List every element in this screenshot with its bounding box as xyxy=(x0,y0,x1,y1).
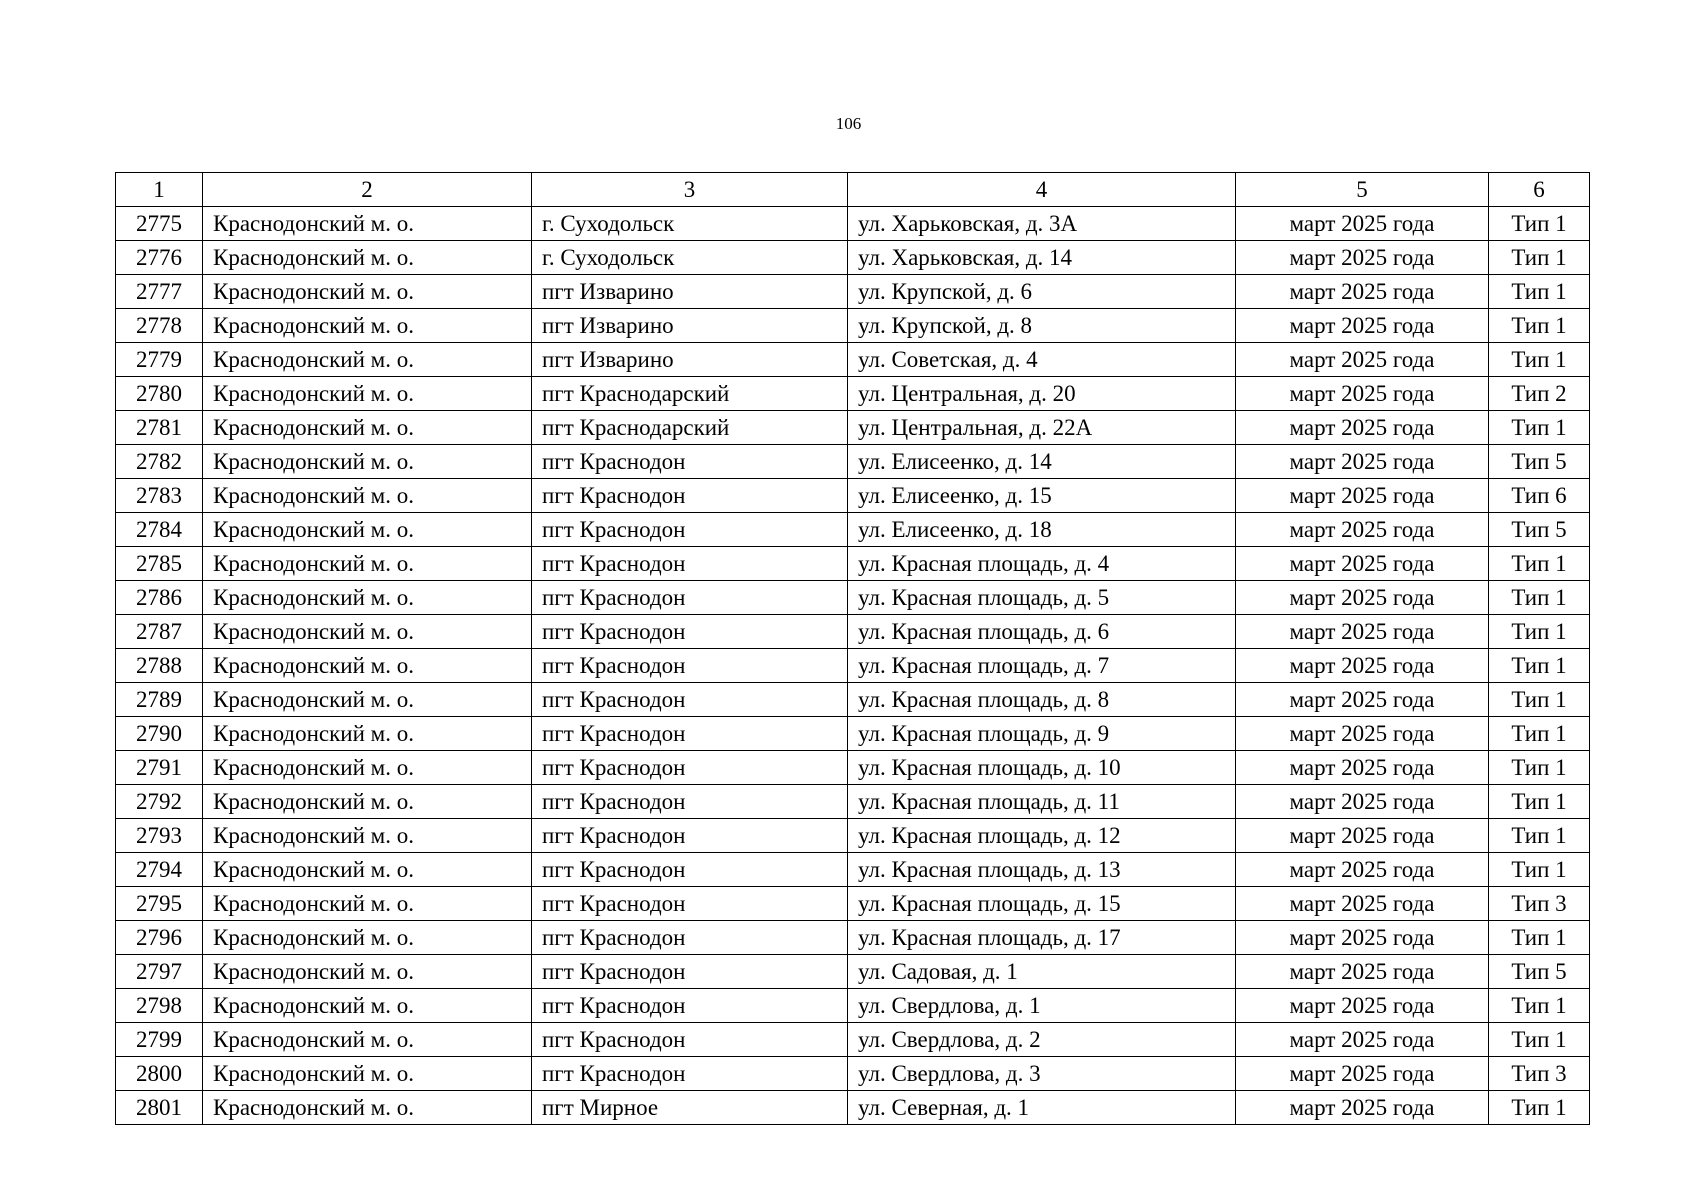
settlement-cell: пгт Краснодон xyxy=(532,683,848,717)
table-row xyxy=(116,989,1590,1023)
district-cell: Краснодонский м. о. xyxy=(203,751,532,785)
district-cell: Краснодонский м. о. xyxy=(203,513,532,547)
settlement-cell: пгт Краснодон xyxy=(532,785,848,819)
address-cell: ул. Елисеенко, д. 15 xyxy=(848,479,1236,513)
settlement-cell: пгт Изварино xyxy=(532,275,848,309)
address-cell: ул. Красная площадь, д. 6 xyxy=(848,615,1236,649)
type-cell: Тип 5 xyxy=(1489,513,1590,547)
type-cell: Тип 6 xyxy=(1489,479,1590,513)
settlement-cell: пгт Краснодон xyxy=(532,1057,848,1091)
type-cell: Тип 1 xyxy=(1489,547,1590,581)
address-cell: ул. Крупской, д. 8 xyxy=(848,309,1236,343)
type-cell: Тип 1 xyxy=(1489,309,1590,343)
table-row xyxy=(116,921,1590,955)
settlement-cell: пгт Краснодон xyxy=(532,479,848,513)
page-number: 106 xyxy=(835,114,862,133)
table-row xyxy=(116,955,1590,989)
column-header: 4 xyxy=(848,173,1236,207)
address-cell: ул. Красная площадь, д. 13 xyxy=(848,853,1236,887)
settlement-cell: пгт Краснодон xyxy=(532,819,848,853)
address-cell: ул. Красная площадь, д. 8 xyxy=(848,683,1236,717)
date-cell: март 2025 года xyxy=(1236,241,1489,275)
address-cell: ул. Красная площадь, д. 5 xyxy=(848,581,1236,615)
type-cell: Тип 1 xyxy=(1489,683,1590,717)
table-row xyxy=(116,479,1590,513)
table-row xyxy=(116,649,1590,683)
row-number-cell: 2775 xyxy=(116,207,203,241)
district-cell: Краснодонский м. о. xyxy=(203,275,532,309)
table-row xyxy=(116,207,1590,241)
type-cell: Тип 5 xyxy=(1489,445,1590,479)
settlement-cell: пгт Краснодон xyxy=(532,751,848,785)
settlement-cell: пгт Краснодон xyxy=(532,989,848,1023)
date-cell: март 2025 года xyxy=(1236,887,1489,921)
date-cell: март 2025 года xyxy=(1236,513,1489,547)
settlement-cell: пгт Краснодон xyxy=(532,581,848,615)
settlement-cell: пгт Краснодон xyxy=(532,649,848,683)
address-cell: ул. Свердлова, д. 2 xyxy=(848,1023,1236,1057)
row-number-cell: 2788 xyxy=(116,649,203,683)
table-row xyxy=(116,377,1590,411)
row-number-cell: 2794 xyxy=(116,853,203,887)
table-row xyxy=(116,1091,1590,1125)
type-cell: Тип 1 xyxy=(1489,989,1590,1023)
district-cell: Краснодонский м. о. xyxy=(203,1023,532,1057)
row-number-cell: 2796 xyxy=(116,921,203,955)
date-cell: март 2025 года xyxy=(1236,819,1489,853)
district-cell: Краснодонский м. о. xyxy=(203,309,532,343)
date-cell: март 2025 года xyxy=(1236,1091,1489,1125)
table-row xyxy=(116,751,1590,785)
row-number-cell: 2800 xyxy=(116,1057,203,1091)
type-cell: Тип 1 xyxy=(1489,343,1590,377)
data-table xyxy=(115,172,1590,1125)
district-cell: Краснодонский м. о. xyxy=(203,717,532,751)
type-cell: Тип 1 xyxy=(1489,241,1590,275)
settlement-cell: пгт Изварино xyxy=(532,309,848,343)
table-header-row xyxy=(116,173,1590,207)
address-cell: ул. Крупской, д. 6 xyxy=(848,275,1236,309)
address-cell: ул. Центральная, д. 20 xyxy=(848,377,1236,411)
address-cell: ул. Северная, д. 1 xyxy=(848,1091,1236,1125)
settlement-cell: пгт Краснодон xyxy=(532,853,848,887)
date-cell: март 2025 года xyxy=(1236,921,1489,955)
date-cell: март 2025 года xyxy=(1236,309,1489,343)
table-row xyxy=(116,887,1590,921)
settlement-cell: пгт Краснодон xyxy=(532,547,848,581)
district-cell: Краснодонский м. о. xyxy=(203,615,532,649)
row-number-cell: 2780 xyxy=(116,377,203,411)
type-cell: Тип 1 xyxy=(1489,751,1590,785)
table-row xyxy=(116,717,1590,751)
date-cell: март 2025 года xyxy=(1236,1057,1489,1091)
address-cell: ул. Красная площадь, д. 12 xyxy=(848,819,1236,853)
settlement-cell: пгт Краснодон xyxy=(532,717,848,751)
date-cell: март 2025 года xyxy=(1236,581,1489,615)
settlement-cell: пгт Краснодон xyxy=(532,921,848,955)
row-number-cell: 2793 xyxy=(116,819,203,853)
row-number-cell: 2782 xyxy=(116,445,203,479)
type-cell: Тип 1 xyxy=(1489,411,1590,445)
settlement-cell: пгт Изварино xyxy=(532,343,848,377)
table-row xyxy=(116,547,1590,581)
row-number-cell: 2790 xyxy=(116,717,203,751)
address-cell: ул. Харьковская, д. 14 xyxy=(848,241,1236,275)
row-number-cell: 2783 xyxy=(116,479,203,513)
district-cell: Краснодонский м. о. xyxy=(203,921,532,955)
type-cell: Тип 1 xyxy=(1489,615,1590,649)
table-row xyxy=(116,343,1590,377)
settlement-cell: пгт Краснодон xyxy=(532,445,848,479)
settlement-cell: пгт Краснодон xyxy=(532,615,848,649)
district-cell: Краснодонский м. о. xyxy=(203,853,532,887)
table-row xyxy=(116,513,1590,547)
column-header: 6 xyxy=(1489,173,1590,207)
district-cell: Краснодонский м. о. xyxy=(203,377,532,411)
district-cell: Краснодонский м. о. xyxy=(203,649,532,683)
settlement-cell: г. Суходольск xyxy=(532,241,848,275)
address-cell: ул. Свердлова, д. 3 xyxy=(848,1057,1236,1091)
type-cell: Тип 1 xyxy=(1489,581,1590,615)
settlement-cell: пгт Краснодон xyxy=(532,887,848,921)
type-cell: Тип 1 xyxy=(1489,275,1590,309)
table-row xyxy=(116,581,1590,615)
district-cell: Краснодонский м. о. xyxy=(203,1091,532,1125)
table-row xyxy=(116,411,1590,445)
address-cell: ул. Елисеенко, д. 18 xyxy=(848,513,1236,547)
address-cell: ул. Красная площадь, д. 17 xyxy=(848,921,1236,955)
row-number-cell: 2789 xyxy=(116,683,203,717)
district-cell: Краснодонский м. о. xyxy=(203,955,532,989)
address-cell: ул. Садовая, д. 1 xyxy=(848,955,1236,989)
type-cell: Тип 1 xyxy=(1489,717,1590,751)
column-header: 1 xyxy=(116,173,203,207)
district-cell: Краснодонский м. о. xyxy=(203,241,532,275)
address-cell: ул. Харьковская, д. 3А xyxy=(848,207,1236,241)
address-cell: ул. Красная площадь, д. 4 xyxy=(848,547,1236,581)
settlement-cell: пгт Краснодарский xyxy=(532,411,848,445)
type-cell: Тип 5 xyxy=(1489,955,1590,989)
row-number-cell: 2785 xyxy=(116,547,203,581)
type-cell: Тип 1 xyxy=(1489,921,1590,955)
district-cell: Краснодонский м. о. xyxy=(203,989,532,1023)
date-cell: март 2025 года xyxy=(1236,955,1489,989)
row-number-cell: 2791 xyxy=(116,751,203,785)
table-row xyxy=(116,615,1590,649)
date-cell: март 2025 года xyxy=(1236,717,1489,751)
table-row xyxy=(116,819,1590,853)
address-cell: ул. Советская, д. 4 xyxy=(848,343,1236,377)
row-number-cell: 2801 xyxy=(116,1091,203,1125)
row-number-cell: 2786 xyxy=(116,581,203,615)
date-cell: март 2025 года xyxy=(1236,751,1489,785)
district-cell: Краснодонский м. о. xyxy=(203,479,532,513)
table-body xyxy=(116,207,1590,1125)
table-row xyxy=(116,853,1590,887)
date-cell: март 2025 года xyxy=(1236,547,1489,581)
row-number-cell: 2792 xyxy=(116,785,203,819)
date-cell: март 2025 года xyxy=(1236,207,1489,241)
settlement-cell: г. Суходольск xyxy=(532,207,848,241)
type-cell: Тип 1 xyxy=(1489,853,1590,887)
district-cell: Краснодонский м. о. xyxy=(203,683,532,717)
district-cell: Краснодонский м. о. xyxy=(203,581,532,615)
row-number-cell: 2777 xyxy=(116,275,203,309)
address-cell: ул. Елисеенко, д. 14 xyxy=(848,445,1236,479)
address-cell: ул. Красная площадь, д. 10 xyxy=(848,751,1236,785)
date-cell: март 2025 года xyxy=(1236,785,1489,819)
address-cell: ул. Красная площадь, д. 15 xyxy=(848,887,1236,921)
district-cell: Краснодонский м. о. xyxy=(203,547,532,581)
type-cell: Тип 1 xyxy=(1489,649,1590,683)
date-cell: март 2025 года xyxy=(1236,275,1489,309)
row-number-cell: 2798 xyxy=(116,989,203,1023)
type-cell: Тип 3 xyxy=(1489,1057,1590,1091)
address-cell: ул. Свердлова, д. 1 xyxy=(848,989,1236,1023)
settlement-cell: пгт Краснодон xyxy=(532,513,848,547)
table-row xyxy=(116,241,1590,275)
date-cell: март 2025 года xyxy=(1236,1023,1489,1057)
table-row xyxy=(116,275,1590,309)
settlement-cell: пгт Мирное xyxy=(532,1091,848,1125)
settlement-cell: пгт Краснодарский xyxy=(532,377,848,411)
date-cell: март 2025 года xyxy=(1236,445,1489,479)
row-number-cell: 2779 xyxy=(116,343,203,377)
date-cell: март 2025 года xyxy=(1236,683,1489,717)
address-cell: ул. Красная площадь, д. 9 xyxy=(848,717,1236,751)
table-row xyxy=(116,1023,1590,1057)
date-cell: март 2025 года xyxy=(1236,377,1489,411)
date-cell: март 2025 года xyxy=(1236,853,1489,887)
row-number-cell: 2776 xyxy=(116,241,203,275)
date-cell: март 2025 года xyxy=(1236,649,1489,683)
date-cell: март 2025 года xyxy=(1236,343,1489,377)
address-cell: ул. Центральная, д. 22А xyxy=(848,411,1236,445)
type-cell: Тип 1 xyxy=(1489,785,1590,819)
district-cell: Краснодонский м. о. xyxy=(203,1057,532,1091)
row-number-cell: 2787 xyxy=(116,615,203,649)
address-cell: ул. Красная площадь, д. 7 xyxy=(848,649,1236,683)
date-cell: март 2025 года xyxy=(1236,479,1489,513)
type-cell: Тип 3 xyxy=(1489,887,1590,921)
district-cell: Краснодонский м. о. xyxy=(203,819,532,853)
address-cell: ул. Красная площадь, д. 11 xyxy=(848,785,1236,819)
column-header: 2 xyxy=(203,173,532,207)
type-cell: Тип 2 xyxy=(1489,377,1590,411)
type-cell: Тип 1 xyxy=(1489,1023,1590,1057)
district-cell: Краснодонский м. о. xyxy=(203,343,532,377)
settlement-cell: пгт Краснодон xyxy=(532,955,848,989)
date-cell: март 2025 года xyxy=(1236,989,1489,1023)
table-row xyxy=(116,445,1590,479)
date-cell: март 2025 года xyxy=(1236,615,1489,649)
district-cell: Краснодонский м. о. xyxy=(203,445,532,479)
date-cell: март 2025 года xyxy=(1236,411,1489,445)
column-header: 5 xyxy=(1236,173,1489,207)
table-row xyxy=(116,785,1590,819)
row-number-cell: 2781 xyxy=(116,411,203,445)
table-row xyxy=(116,1057,1590,1091)
row-number-cell: 2778 xyxy=(116,309,203,343)
row-number-cell: 2799 xyxy=(116,1023,203,1057)
district-cell: Краснодонский м. о. xyxy=(203,411,532,445)
type-cell: Тип 1 xyxy=(1489,819,1590,853)
district-cell: Краснодонский м. о. xyxy=(203,207,532,241)
type-cell: Тип 1 xyxy=(1489,1091,1590,1125)
district-cell: Краснодонский м. о. xyxy=(203,887,532,921)
type-cell: Тип 1 xyxy=(1489,207,1590,241)
table-row xyxy=(116,309,1590,343)
row-number-cell: 2797 xyxy=(116,955,203,989)
settlement-cell: пгт Краснодон xyxy=(532,1023,848,1057)
row-number-cell: 2784 xyxy=(116,513,203,547)
row-number-cell: 2795 xyxy=(116,887,203,921)
table-row xyxy=(116,683,1590,717)
district-cell: Краснодонский м. о. xyxy=(203,785,532,819)
column-header: 3 xyxy=(532,173,848,207)
